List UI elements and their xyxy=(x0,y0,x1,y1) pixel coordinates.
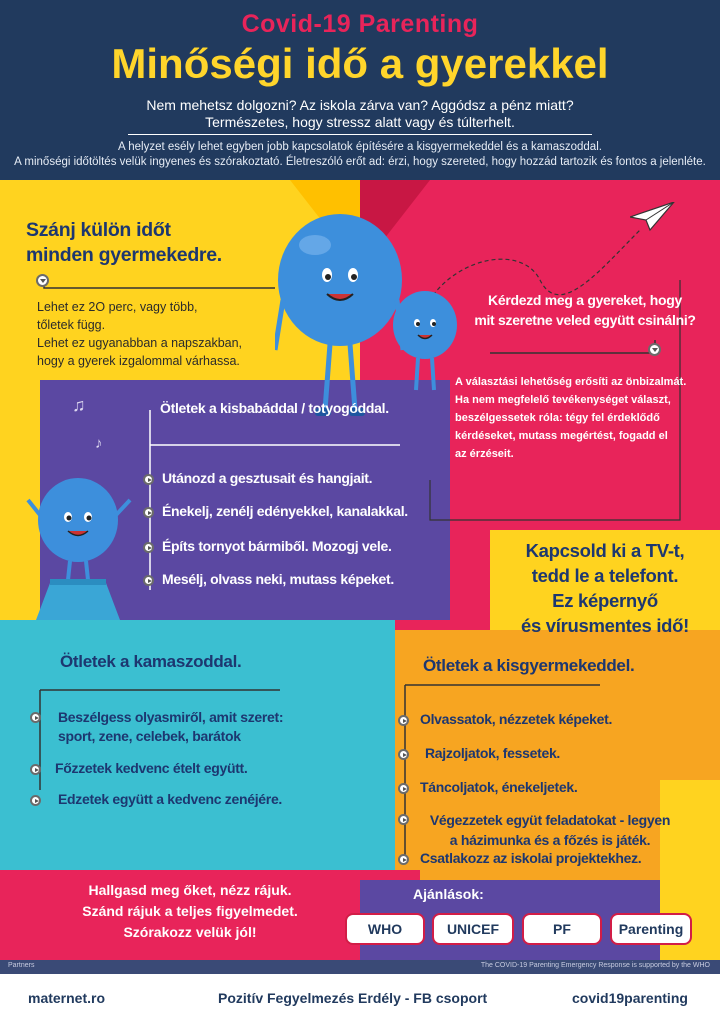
music-note-icon: ♫ xyxy=(72,395,86,415)
child-idea-item: Rajzoljatok, fessetek. xyxy=(425,745,561,761)
bullet-icon xyxy=(143,507,154,518)
teen-idea-item xyxy=(58,708,283,746)
parenting-button[interactable]: Parenting xyxy=(610,913,692,945)
one-on-one-title-line-1: Szánj külön időt xyxy=(26,219,171,241)
one-on-one-title-line-2: minden gyermekedre. xyxy=(26,244,222,266)
baby-idea-item: Mesélj, olvass neki, mutass képeket. xyxy=(162,571,394,587)
balloon-character-small xyxy=(388,290,463,400)
baby-idea-item: Utánozd a gesztusait és hangjait. xyxy=(162,470,373,486)
footer-link-maternet[interactable]: maternet.ro xyxy=(28,990,106,1006)
teen-idea-item: Edzetek együtt a kedvenc zenéjére. xyxy=(58,791,283,807)
one-on-one-text-line: hogy a gyerek izgalommal várhassa. xyxy=(37,354,240,368)
bullet-icon xyxy=(30,764,41,775)
bullet-icon xyxy=(143,575,154,586)
pf-button[interactable]: PF xyxy=(522,913,602,945)
ask-title-line-1: Kérdezd meg a gyereket, hogy xyxy=(488,292,682,308)
baby-ideas-title: Ötletek a kisbabáddal / totyogóddal. xyxy=(160,400,389,416)
ask-text-line: A választási lehetőség erősíti az önbizalmát. xyxy=(455,376,687,388)
child-idea-item: Olvassatok, nézzetek képeket. xyxy=(420,711,613,727)
tv-message-line: tedd le a telefont. xyxy=(531,565,679,586)
tv-message-line: és vírusmentes idő! xyxy=(520,615,690,636)
bullet-icon xyxy=(398,854,409,865)
bullet-icon xyxy=(398,715,409,726)
child-idea-line: Végezzetek együt feladatokat - legyen xyxy=(429,812,671,828)
baby-idea-item: Építs tornyot bármiből. Mozogj vele. xyxy=(162,538,392,554)
child-idea-item: Táncoljatok, énekeljetek. xyxy=(420,779,578,795)
bullet-icon xyxy=(398,783,409,794)
music-note-icon-2: ♪ xyxy=(95,435,103,452)
intro-line-2: A minőségi időtöltés velük ingyenes és szórakoztató. Életreszóló erőt ad: érzi, hogy szereted, hogy hozzád tartozik és fontos a jelenléte. xyxy=(14,156,706,168)
bullet-icon xyxy=(398,814,409,825)
recommendations-label: Ajánlások: xyxy=(413,886,484,902)
bullet-icon xyxy=(143,542,154,553)
listen-message-line: Hallgasd meg őket, nézz rájuk. xyxy=(88,882,292,898)
tv-message-line: Kapcsold ki a TV-t, xyxy=(525,540,685,561)
baby-idea-item: Énekelj, zenélj edényekkel, kanalakkal. xyxy=(162,503,408,519)
ask-text xyxy=(455,373,686,463)
teen-idea-line: sport, zene, celebek, barátok xyxy=(58,728,241,744)
teen-idea-line: Beszélgess olyasmiről, amit szeret: xyxy=(58,709,284,725)
partners-label: Partners xyxy=(8,962,35,969)
teen-idea-item: Főzzetek kedvenc ételt együtt. xyxy=(55,760,248,776)
bullet-icon xyxy=(143,474,154,485)
who-button[interactable]: WHO xyxy=(345,913,425,945)
one-on-one-text-line: Lehet ez ugyanabban a napszakban, xyxy=(37,336,243,350)
ask-text-line: az érzéseit. xyxy=(455,448,514,460)
bullet-icon xyxy=(30,795,41,806)
one-on-one-title xyxy=(26,218,222,268)
subtitle-line-1: Nem mehetsz dolgozni? Az iskola zárva van? Aggódsz a pénz miatt? xyxy=(146,97,574,113)
support-note: The COVID-19 Parenting Emergency Response is supported by the WHO xyxy=(480,962,710,969)
footer-fb-group[interactable]: Pozitív Fegyelmezés Erdély - FB csoport xyxy=(218,990,488,1006)
unicef-button[interactable]: UNICEF xyxy=(432,913,514,945)
ask-title xyxy=(465,290,705,330)
listen-message xyxy=(40,880,340,943)
ask-title-line-2: mit szeretne veled együtt csinálni? xyxy=(474,312,696,328)
page-title: Minőségi idő a gyerekkel xyxy=(111,40,609,87)
ask-text-line: beszélgessetek róla: tégy fel érdeklődő xyxy=(455,412,660,424)
listen-message-line: Szánd rájuk a teljes figyelmedet. xyxy=(82,903,298,919)
tv-message-line: Ez képernyő xyxy=(552,590,658,611)
ask-text-line: Ha nem megfelelő tevékenységet választ, xyxy=(455,394,671,406)
paper-plane-icon xyxy=(630,202,675,232)
partners-strip xyxy=(0,960,720,974)
one-on-one-text-line: Lehet ez 2O perc, vagy több, xyxy=(37,300,198,314)
header-divider xyxy=(128,134,592,135)
subtitle-line-2: Természetes, hogy stressz alatt vagy és túlterhelt. xyxy=(205,114,515,130)
child-idea-line: a házimunka és a főzés is játék. xyxy=(449,832,651,848)
bullet-icon xyxy=(30,712,41,723)
child-idea-item xyxy=(420,810,680,850)
balloon-character-baby xyxy=(20,465,140,620)
intro-line-1: A helyzet esély lehet egyben jobb kapcsolatok építésére a kisgyermekeddel és a kamaszoddal. xyxy=(118,141,602,153)
one-on-one-text-line: tőletek függ. xyxy=(37,318,106,332)
teen-ideas-title: Ötletek a kamaszoddal. xyxy=(60,652,242,671)
child-idea-item: Csatlakozz az iskolai projektekhez. xyxy=(420,850,642,866)
tv-message xyxy=(490,538,720,638)
chevron-down-icon xyxy=(648,343,661,356)
balloon-character-large xyxy=(275,210,405,430)
bullet-icon xyxy=(398,749,409,760)
one-on-one-text xyxy=(37,298,242,370)
covid-title: Covid-19 Parenting xyxy=(241,10,479,38)
footer-hashtag[interactable]: covid19parenting xyxy=(572,990,688,1006)
listen-message-line: Szórakozz velük jól! xyxy=(123,924,257,940)
chevron-down-icon xyxy=(36,274,49,287)
content-area xyxy=(0,180,720,960)
child-ideas-title: Ötletek a kisgyermekeddel. xyxy=(423,656,635,675)
ask-text-line: kérdéseket, mutass megértést, fogadd el xyxy=(455,430,668,442)
